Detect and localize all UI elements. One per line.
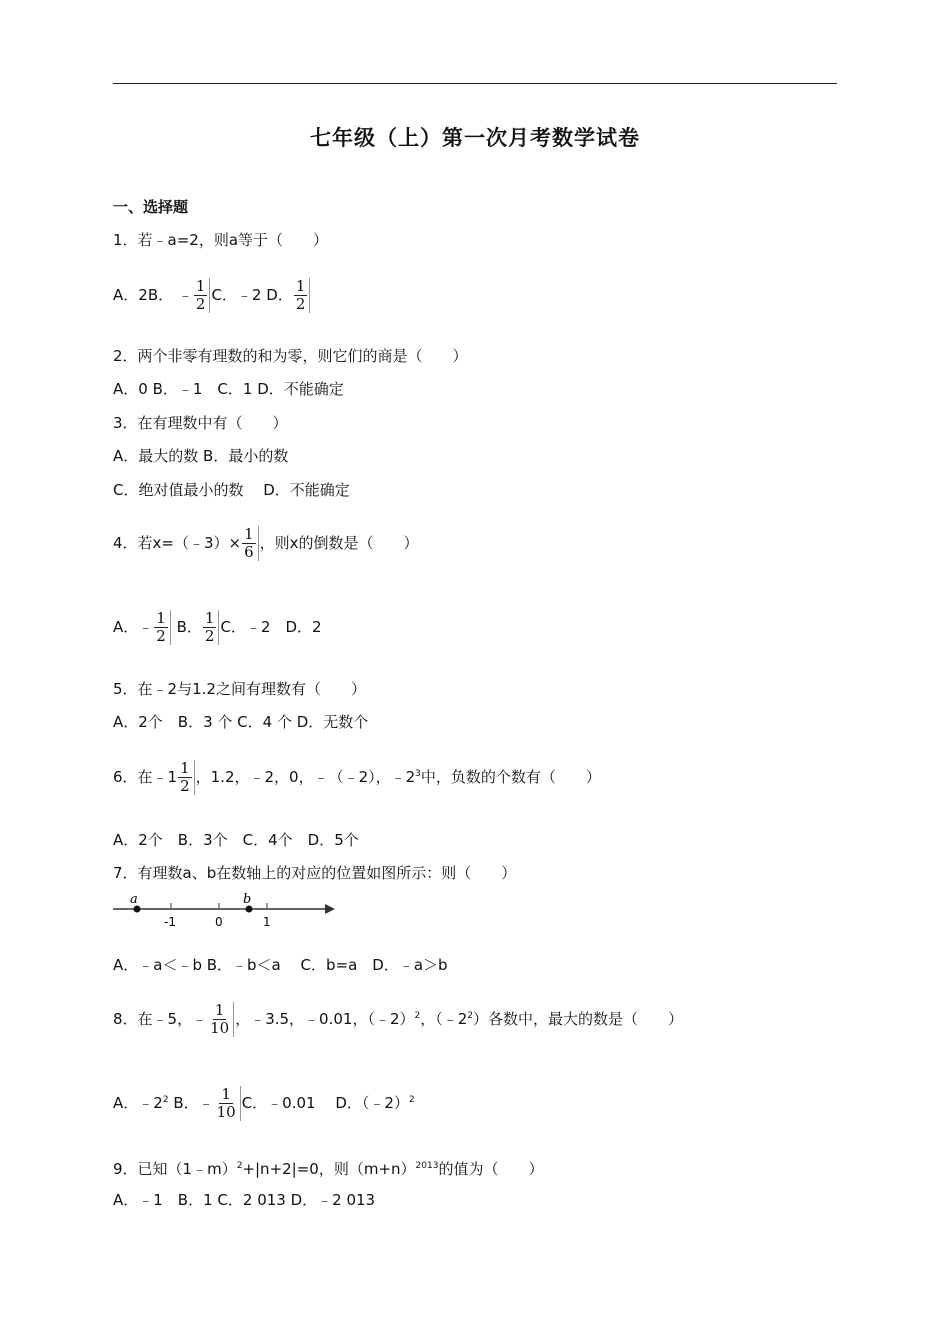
question-9: 9．已知（1﹣m）$^2$+|n+2|=0，则$(m+n)^{2013}$的值为（ ） [113,1160,544,1178]
question-3-options-2: C．绝对值最小的数 D．不能确定 [113,481,350,499]
question-7-options: A．﹣a＜﹣b B．﹣b＜a C．b=a D．﹣a＞b [113,956,448,974]
fraction: $\frac{1}{2}$ [154,610,171,645]
question-3-options-1: A．最大的数 B．最小的数 [113,447,289,465]
tick-label: -1 [164,915,176,929]
question-2: 2．两个非零有理数的和为零，则它们的商是（ ） [113,347,468,365]
page-title: 七年级（上）第一次月考数学试卷 [310,126,640,150]
question-8-options: A．$﹣2^2$ B．﹣ $\frac{1}{10}$ C．﹣0.01 D．（﹣2）$^2$ [113,1085,415,1121]
fraction: $\frac{1}{2}$ [294,278,311,313]
fraction: $\frac{1}{2}$ [178,760,195,795]
question-1-options: A．2B． ﹣ $\frac{1}{2}$ C．﹣2 D． $\frac{1}{2}$ [113,278,311,313]
fraction: $\frac{1}{10}$ [208,1002,234,1037]
fraction: $\frac{1}{2}$ [203,610,220,645]
question-5-options: A．2个 B．3 个 C．4 个 D．无数个 [113,713,369,731]
tick-label: 1 [263,915,271,929]
question-7: 7．有理数a、b在数轴上的对应的位置如图所示：则（ ） [113,864,517,882]
question-9-options: A．﹣1 B．1 C．2 013 D．﹣2 013 [113,1191,376,1209]
label-b: b [243,893,252,907]
tick-label: 0 [215,915,223,929]
section-heading: 一、选择题 [113,198,189,216]
fraction: $\frac{1}{2}$ [194,278,211,313]
question-1: 1．若﹣a=2，则a等于（ ） [113,231,329,249]
question-4-options: A．﹣ $\frac{1}{2}$ B． $\frac{1}{2}$ C．﹣2 D．2 [113,609,322,645]
fraction: $\frac{1}{6}$ [242,526,259,561]
question-5: 5．在﹣2与1.2之间有理数有（ ） [113,680,366,698]
question-2-options: A．0 B．﹣1 C．1 D．不能确定 [113,380,344,398]
label-a: a [130,893,138,907]
question-3: 3．在有理数中有（ ） [113,414,288,432]
header-rule [113,83,837,84]
question-4: 4．若x=（﹣3）× $\frac{1}{6}$ ，则x的倒数是（ ） [113,525,419,561]
fraction: $\frac{1}{10}$ [215,1086,241,1121]
number-line-figure [113,893,343,933]
question-6: 6．在﹣1 $\frac{1}{2}$ ，1.2，﹣2，0，﹣（﹣2），$﹣2^3$中，负数的个数有（ ） [113,759,601,795]
question-8: 8．在﹣5，﹣ $\frac{1}{10}$ ，﹣3.5，﹣0.01，（﹣2）$^2$，$(﹣2^2)$各数中，最大的数是（ ） [113,1001,684,1037]
question-6-options: A．2个 B．3个 C．4个 D．5个 [113,831,359,849]
arrow-icon [325,904,335,914]
